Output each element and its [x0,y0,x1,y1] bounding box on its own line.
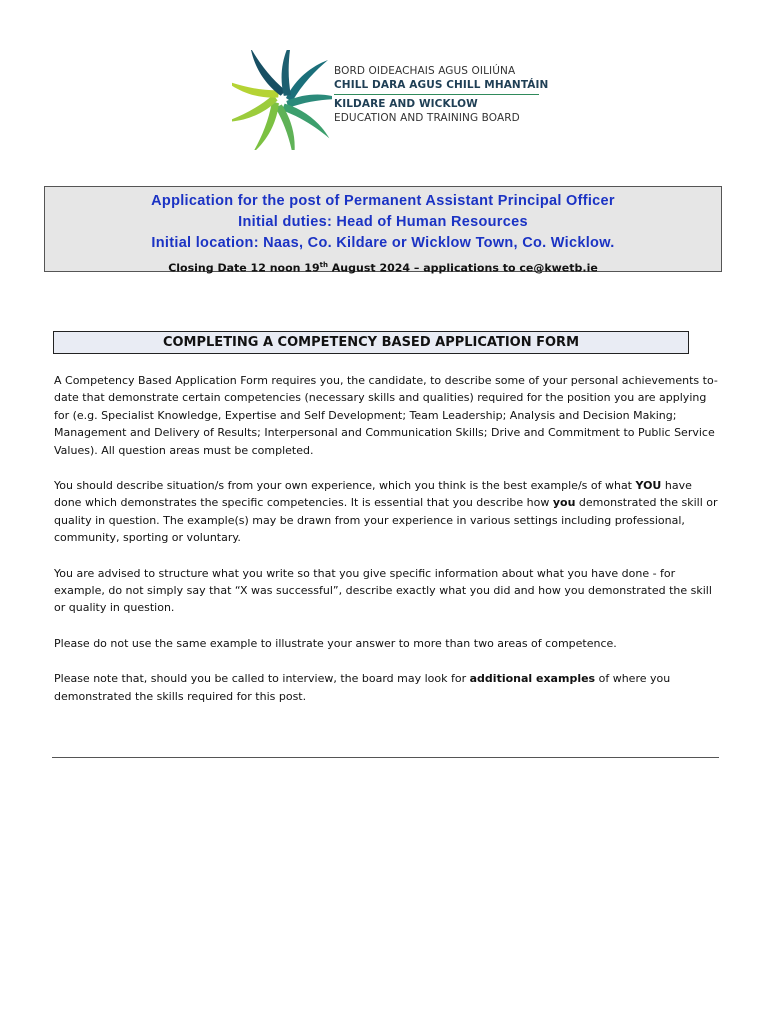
paragraph-interview-note [54,670,718,705]
bold-run: you [552,496,576,510]
closing-date [45,255,721,279]
initial-duties: Initial duties: Head of Human Resources [238,214,528,230]
logo-divider [334,94,539,95]
bold-run: YOU [635,479,662,493]
horizontal-rule [52,757,719,758]
bold-run: additional examples [469,672,596,686]
logo-line-irish-2: CHILL DARA AGUS CHILL MHANTÁIN [334,79,549,91]
logo-line-english-1: KILDARE AND WICKLOW [334,98,478,110]
text-run: have done which demonstrates the specific competencies. It is essential that you describe how [54,479,692,510]
instructions-body [54,372,718,723]
closing-date-suffix: August 2024 – applications to ce@kwetb.ie [327,261,598,275]
paragraph-describe-situations [54,477,718,547]
logo-line-irish-1: BORD OIDEACHAIS AGUS OILIÚNA [334,65,516,77]
post-title: Application for the post of Permanent Assistant Principal Officer [151,193,615,209]
paragraph-structure-advice: You are advised to structure what you write so that you give specific information about what you have done - for example, do not simply say that “X was successful”, describe exactly what you did and how you demonstrated the skill or quality in question. [54,566,712,615]
post-title-box [44,186,722,275]
text-run: Please note that, should you be called to interview, the board may look for [54,672,470,686]
logo-wordmark [334,64,554,125]
text-run: demonstrated the skill or quality in question. The example(s) may be drawn from your experience in various settings including professional, community, sporting or voluntary. [54,496,718,545]
paragraph-intro: A Competency Based Application Form requires you, the candidate, to describe some of your personal achievements to-date that demonstrate certain competencies (necessary skills and qualities) required for the position you are applying for (e.g. Specialist Knowledge, Expertise and Self Development; Team Leadership; Analysis and Decision Making; Management and Delivery of Results; Interpersonal and Communication Skills; Drive and Commitment to Public Service Values). All question areas must be completed. [54,374,718,457]
initial-location: Initial location: Naas, Co. Kildare or Wicklow Town, Co. Wicklow. [151,235,615,251]
text-run: You should describe situation/s from your own experience, which you think is the best example/s of what [54,479,636,493]
text-run: of where you demonstrated the skills required for this post. [54,672,671,703]
paragraph-same-example: Please do not use the same example to illustrate your answer to more than two areas of competence. [54,636,617,650]
kwetb-logo [232,50,552,150]
section-heading: COMPLETING A COMPETENCY BASED APPLICATION FORM [53,331,689,354]
closing-date-prefix: Closing Date 12 noon 19 [168,261,320,275]
logo-line-english-2: EDUCATION AND TRAINING BOARD [334,112,520,124]
kwetb-swirl-logo-icon [232,50,332,150]
closing-date-ordinal: th [319,261,328,269]
